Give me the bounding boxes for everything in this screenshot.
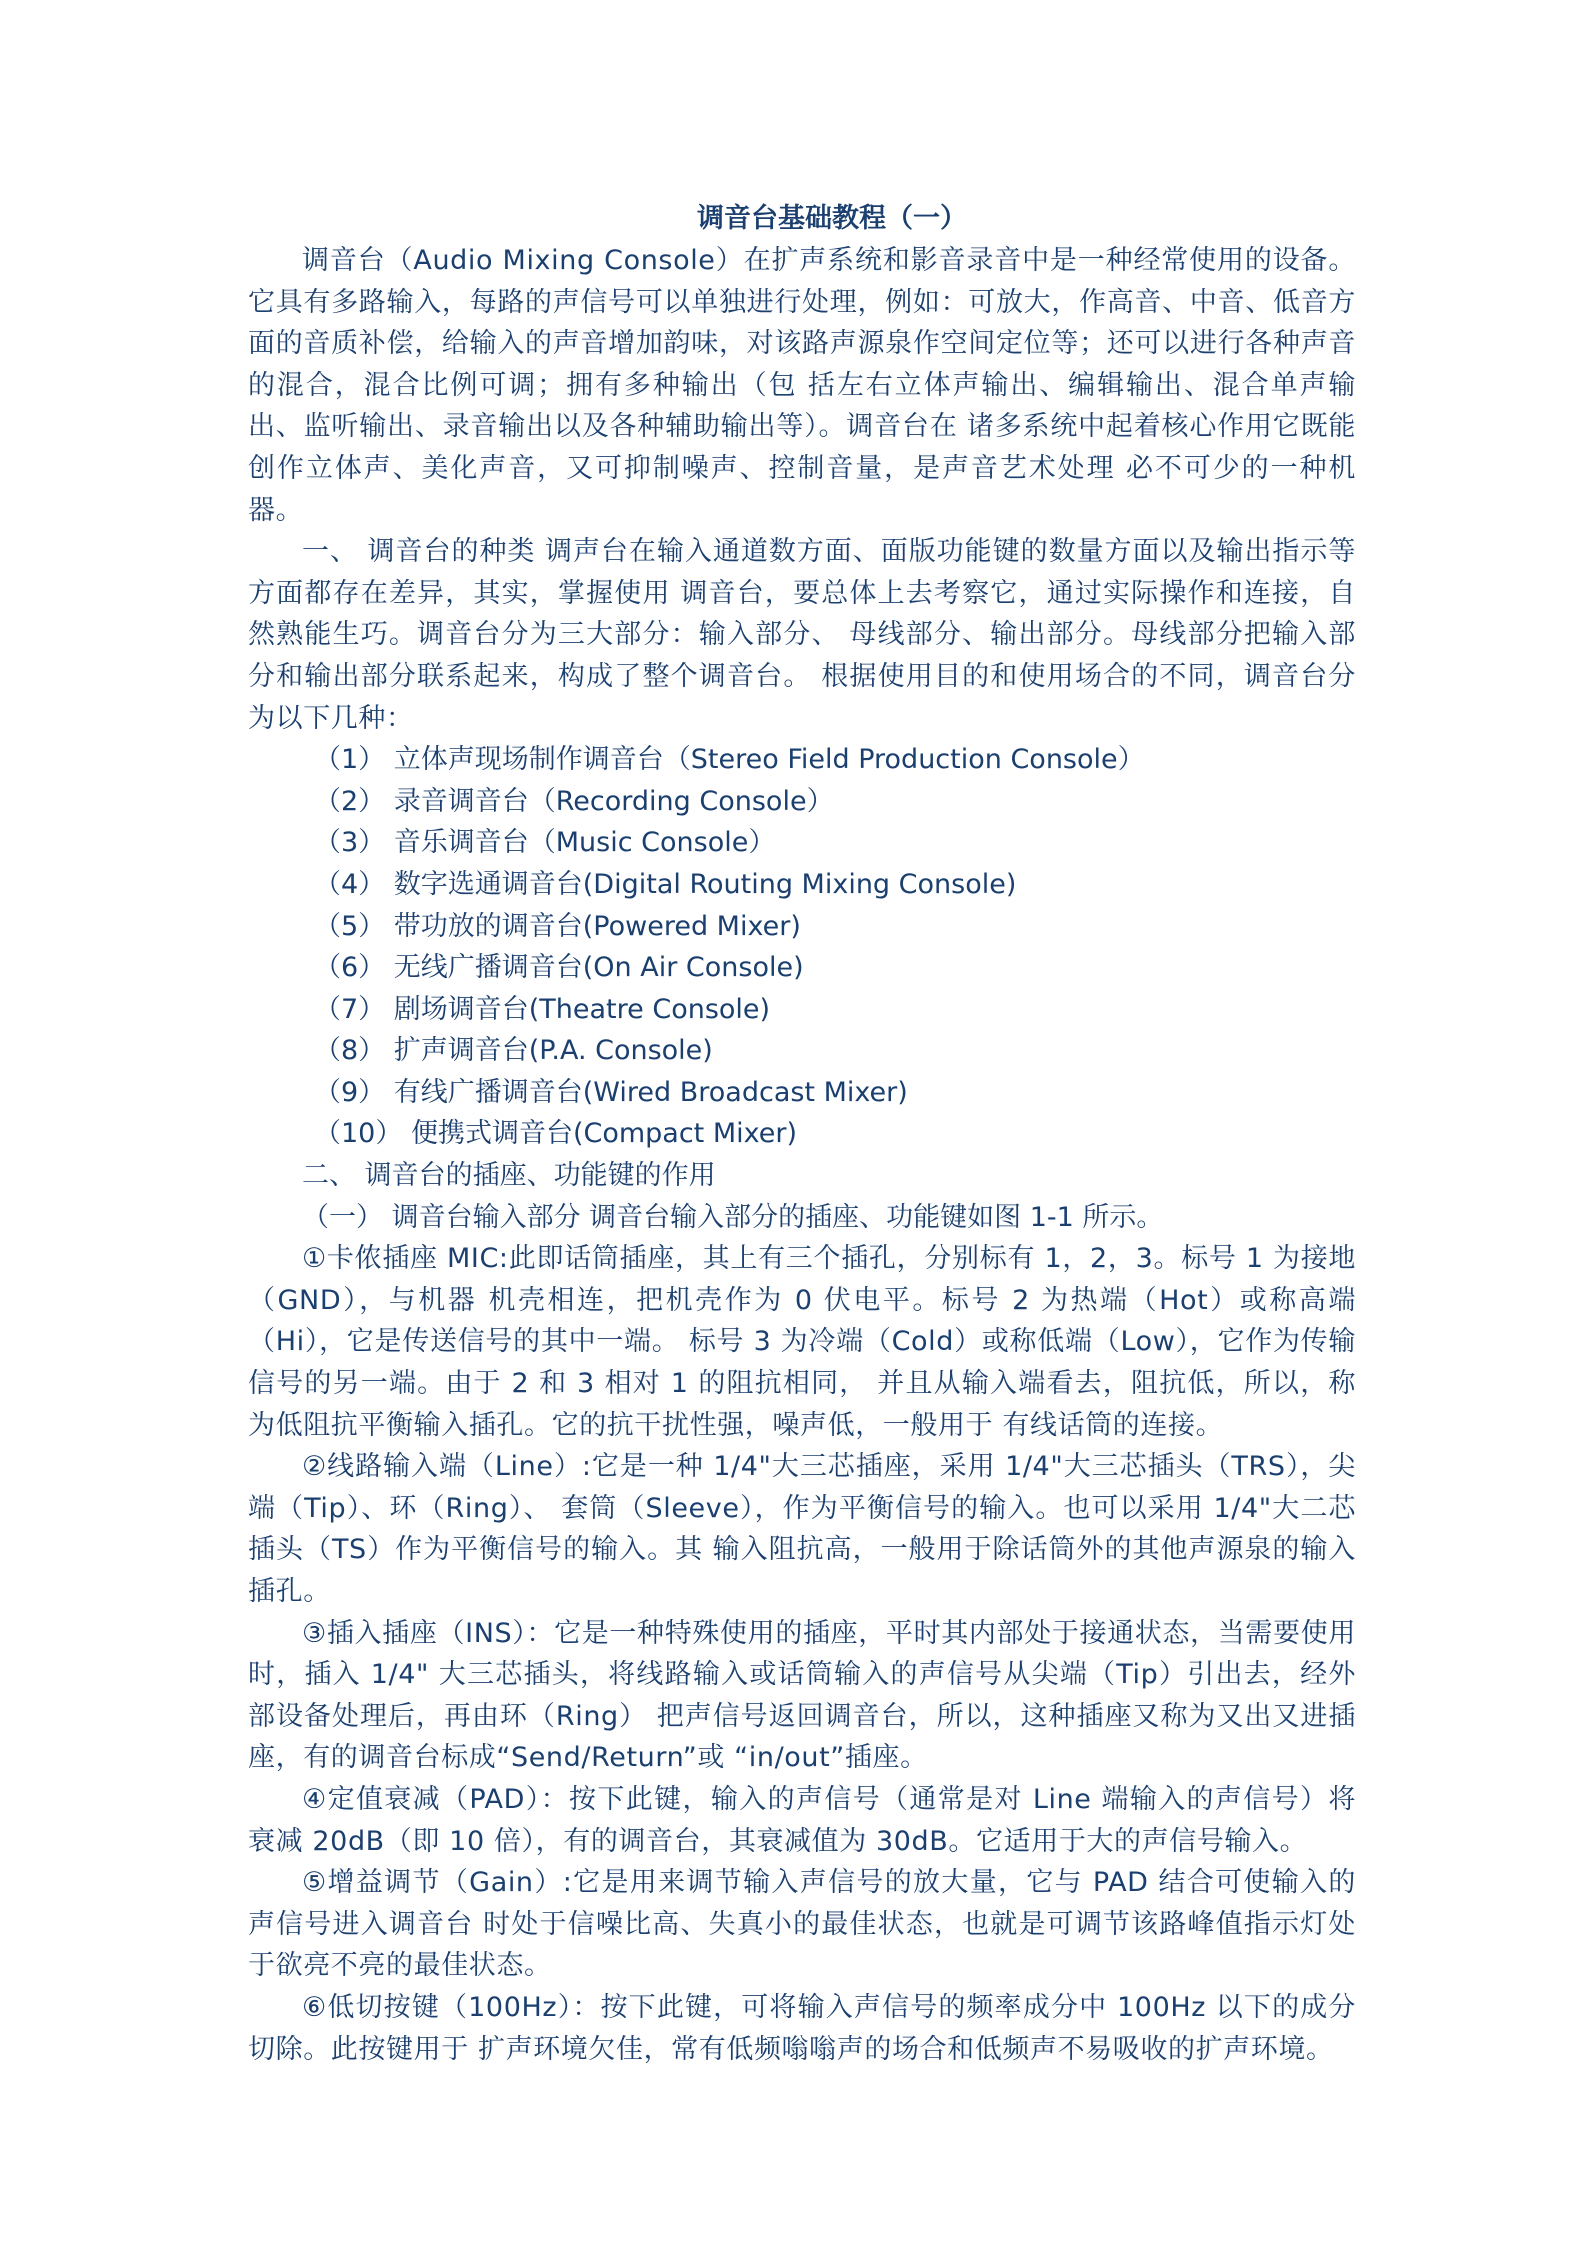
document-body: [248, 198, 1356, 2070]
pad-paragraph: ④定值衰减（PAD）：按下此键，输入的声信号（通常是对 Line 端输入的声信号）将衰减 20dB（即 10 倍），有的调音台，其衰减值为 30dB。它适用于大的声信号输入。: [248, 1783, 1356, 1857]
list-item: （9） 有线广播调音台(Wired Broadcast Mixer): [314, 1076, 908, 1108]
intro-paragraph: 调音台（Audio Mixing Console）在扩声系统和影音录音中是一种经常使用的设备。它具有多路输入，每路的声信号可以单独进行处理，例如：可放大，作高音、中音、低音方面的音质补偿，给输入的声音增加韵味，对该路声源泉作空间定位等；还可以进行各种声音的混合，混合比例可调；拥有多种输出（包 括左右立体声输出、编辑输出、混合单声输出、监听输出、录音输出以及各种辅助输出等）。调音台在 诸多系统中起着核心作用它既能创作立体声、美化声音，又可抑制噪声、控制音量，是声音艺术处理 必不可少的一种机器。: [248, 245, 1356, 526]
insert-socket-paragraph: ③插入插座（INS）：它是一种特殊使用的插座，平时其内部处于接通状态，当需要使用时，插入 1/4" 大三芯插头，将线路输入或话筒输入的声信号从尖端（Tip）引出去，经外部设备处理后，再由环（Ring） 把声信号返回调音台，所以，这种插座又称为又出又进插座，有的调音台标成“Send/Return”或 “in/out”插座。: [248, 1617, 1356, 1774]
document-title: 调音台基础教程（一）: [697, 203, 967, 234]
list-item: （7） 剧场调音台(Theatre Console): [314, 993, 771, 1025]
list-item: （5） 带功放的调音台(Powered Mixer): [314, 910, 801, 942]
line-input-paragraph: ②线路输入端（Line）:它是一种 1/4"大三芯插座，采用 1/4"大三芯插头（TRS），尖端（Tip）、环（Ring）、 套筒（Sleeve），作为平衡信号的输入。也可以采用 1/4"大二芯插头（TS）作为平衡信号的输入。其 输入阻抗高，一般用于除话筒外的其他声源泉的输入插孔。: [248, 1451, 1356, 1607]
subsection-1-heading: （一） 调音台输入部分 调音台输入部分的插座、功能键如图 1-1 所示。: [302, 1201, 1164, 1233]
section-2-heading: 二、 调音台的插座、功能键的作用: [302, 1160, 716, 1192]
list-item: （1） 立体声现场制作调音台（Stereo Field Production Console）: [314, 744, 1145, 776]
gain-paragraph: ⑤增益调节（Gain）:它是用来调节输入声信号的放大量，它与 PAD 结合可使输入的声信号进入调音台 时处于信噪比高、失真小的最佳状态，也就是可调节该路峰值指示灯处于欲亮不亮的最佳状态。: [248, 1867, 1356, 1982]
section-1-paragraph: 一、 调音台的种类 调声台在输入通道数方面、面版功能键的数量方面以及输出指示等方面都存在差异，其实，掌握使用 调音台，要总体上去考察它，通过实际操作和连接，自然熟能生巧。调音台分为三大部分：输入部分、 母线部分、输出部分。母线部分把输入部分和输出部分联系起来，构成了整个调音台。 根据使用目的和使用场合的不同，调音台分为以下几种：: [248, 536, 1356, 734]
mic-socket-paragraph: ①卡侬插座 MIC:此即话筒插座，其上有三个插孔，分别标有 1，2，3。标号 1 为接地（GND），与机器 机壳相连，把机壳作为 0 伏电平。标号 2 为热端（Hot）或称高端（Hi），它是传送信号的其中一端。 标号 3 为冷端（Cold）或称低端（Low），它作为传输信号的另一端。由于 2 和 3 相对 1 的阻抗相同， 并且从输入端看去，阻抗低，所以，称为低阻抗平衡输入插孔。它的抗干扰性强，噪声低，一般用于 有线话筒的连接。: [248, 1243, 1356, 1441]
list-item: （3） 音乐调音台（Music Console）: [314, 827, 776, 859]
low-cut-paragraph: ⑥低切按键（100Hz）：按下此键，可将输入声信号的频率成分中 100Hz 以下的成分切除。此按键用于 扩声环境欠佳，常有低频嗡嗡声的场合和低频声不易吸收的扩声环境。: [248, 1991, 1356, 2065]
list-item: （2） 录音调音台（Recording Console）: [314, 785, 834, 817]
list-item: （4） 数字选通调音台(Digital Routing Mixing Console): [314, 868, 1017, 900]
list-item: （8） 扩声调音台(P.A. Console): [314, 1035, 713, 1067]
list-item: （10） 便携式调音台(Compact Mixer): [314, 1118, 798, 1150]
console-types-list: [248, 739, 1356, 1155]
list-item: （6） 无线广播调音台(On Air Console): [314, 952, 804, 984]
